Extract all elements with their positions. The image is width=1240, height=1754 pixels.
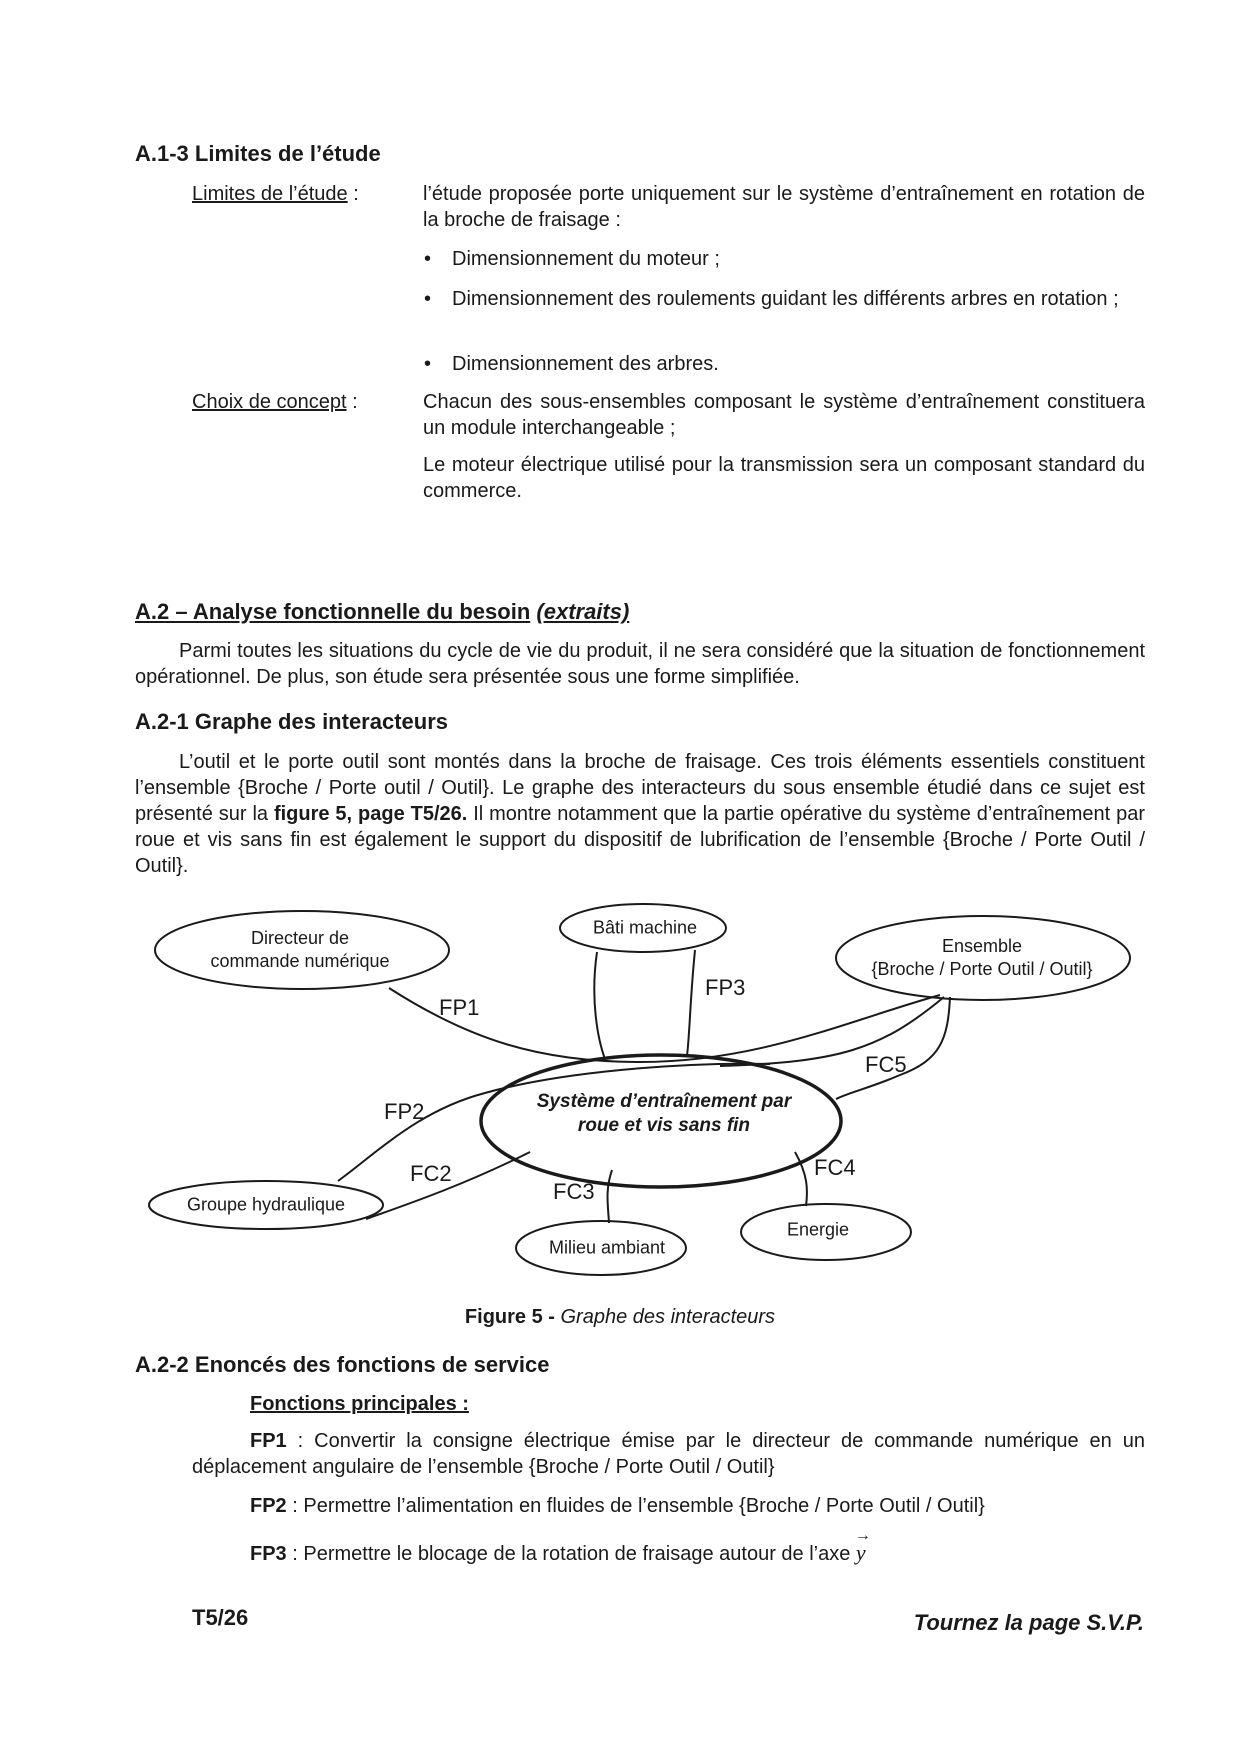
link-label-fp3: FP3 — [705, 975, 746, 1000]
node-directeur-line2: commande numérique — [210, 951, 390, 971]
node-central-line1: Système d’entraînement par — [536, 1091, 792, 1112]
function-fp2 — [250, 1493, 1145, 1519]
function-fp2-code: FP2 — [250, 1495, 287, 1517]
function-fp3-text: : Permettre le blocage de la rotation de fraisage autour de l’axe — [286, 1543, 856, 1565]
concept-text-1: Chacun des sous-ensembles composant le système d’entraînement constituera un module interchangeable ; — [423, 391, 1145, 439]
bullet-text: Dimensionnement du moteur ; — [452, 248, 720, 270]
subheading-principal-functions: Fonctions principales : — [250, 1393, 469, 1415]
axis-y-vector — [854, 1527, 871, 1566]
node-ensemble-line1: Ensemble — [941, 936, 1023, 956]
section-heading-a22: A.2-2 Enoncés des fonctions de service — [135, 1352, 550, 1377]
section-heading-a2-text: A.2 – Analyse fonctionnelle du besoin — [135, 599, 531, 624]
section-heading-a2-suffix: (extraits) — [536, 599, 630, 624]
turn-page-note: Tournez la page S.V.P. — [913, 1610, 1144, 1635]
limits-text: l’étude proposée porte uniquement sur le système d’entraînement en rotation de la broche de fraisage : — [423, 183, 1145, 231]
bullet-text: Dimensionnement des arbres. — [452, 353, 719, 375]
figure-caption — [0, 1306, 1240, 1329]
link-label-fc4: FC4 — [814, 1155, 856, 1180]
section-heading-a21: A.2-1 Graphe des interacteurs — [135, 709, 449, 734]
a21-figure-ref: figure 5, page T5/26. — [273, 803, 468, 825]
link-label-fp1: FP1 — [439, 995, 480, 1020]
node-energie-label: Energie — [786, 1219, 850, 1240]
bullet-icon: • — [424, 288, 432, 310]
node-central-label — [537, 1090, 791, 1138]
a21-text-1: L’outil et le porte outil sont montés dans la broche de fraisage. Ces trois éléments essentiels constituent l’ensemble {Broche / Porte outil / Outil}. Le graphe des interacteurs du sous ensemble étudié dans ce sujet est présenté sur la — [135, 751, 1145, 825]
concept-text-2: Le moteur électrique utilisé pour la transmission sera un composant standard du commerce. — [423, 454, 1145, 502]
bullet-icon: • — [424, 248, 432, 270]
limits-colon: : — [347, 183, 359, 205]
bullet-icon: • — [424, 353, 432, 375]
node-ensemble-line2: {Broche / Porte Outil / Outil} — [871, 959, 1093, 979]
link-label-fc3: FC3 — [553, 1179, 595, 1204]
function-fp2-text: : Permettre l’alimentation en fluides de l’ensemble {Broche / Porte Outil / Outil} — [286, 1495, 985, 1517]
function-fp3 — [250, 1527, 1145, 1567]
bullet-text: Dimensionnement des roulements guidant les différents arbres en rotation ; — [452, 288, 1119, 310]
node-directeur-label — [210, 927, 389, 973]
a21-text-2: Il montre notamment que la partie opérative du système d’entraînement par roue et vis sans fin est également le support du dispositif de lubrification de l’ensemble {Broche / Porte Outil / Outil}. — [135, 803, 1145, 877]
function-fp3-code: FP3 — [250, 1543, 287, 1565]
function-fp1 — [192, 1428, 1145, 1480]
node-ensemble-label — [871, 935, 1092, 981]
node-directeur-line1: Directeur de — [250, 928, 350, 948]
link-fc5-a — [720, 997, 944, 1066]
link-fc3 — [608, 1170, 613, 1223]
function-fp1-code: FP1 — [250, 1430, 287, 1452]
link-fp3-right — [687, 950, 695, 1056]
link-label-fc5: FC5 — [865, 1052, 907, 1077]
node-bati-label: Bâti machine — [592, 917, 698, 938]
vector-arrow-icon: → — [854, 1527, 871, 1544]
a2-paragraph: Parmi toutes les situations du cycle de vie du produit, il ne sera considéré que la situation de fonctionnement opérationnel. De plus, son étude sera présentée sous une forme simplifiée. — [135, 640, 1145, 688]
link-fc5-b — [836, 997, 950, 1099]
figure-caption-label: Figure 5 - — [464, 1306, 555, 1328]
axis-y-label: y — [855, 1540, 866, 1565]
node-groupe-label: Groupe hydraulique — [186, 1194, 346, 1215]
concept-colon: : — [346, 391, 358, 413]
link-label-fc2: FC2 — [410, 1161, 452, 1186]
concept-label-text: Choix de concept — [192, 391, 347, 413]
node-milieu-label: Milieu ambiant — [548, 1237, 666, 1258]
limits-label-text: Limites de l’étude — [192, 183, 348, 205]
section-heading-a13: A.1-3 Limites de l’étude — [135, 141, 381, 166]
page-number: T5/26 — [192, 1605, 249, 1630]
figure-caption-text: Graphe des interacteurs — [560, 1306, 776, 1328]
function-fp1-text: : Convertir la consigne électrique émise par le directeur de commande numérique en un déplacement angulaire de l’ensemble {Broche / Porte Outil / Outil} — [192, 1430, 1145, 1478]
node-central-line2: roue et vis sans fin — [577, 1115, 751, 1136]
link-fp3-left — [594, 952, 605, 1059]
link-label-fp2: FP2 — [384, 1099, 425, 1124]
